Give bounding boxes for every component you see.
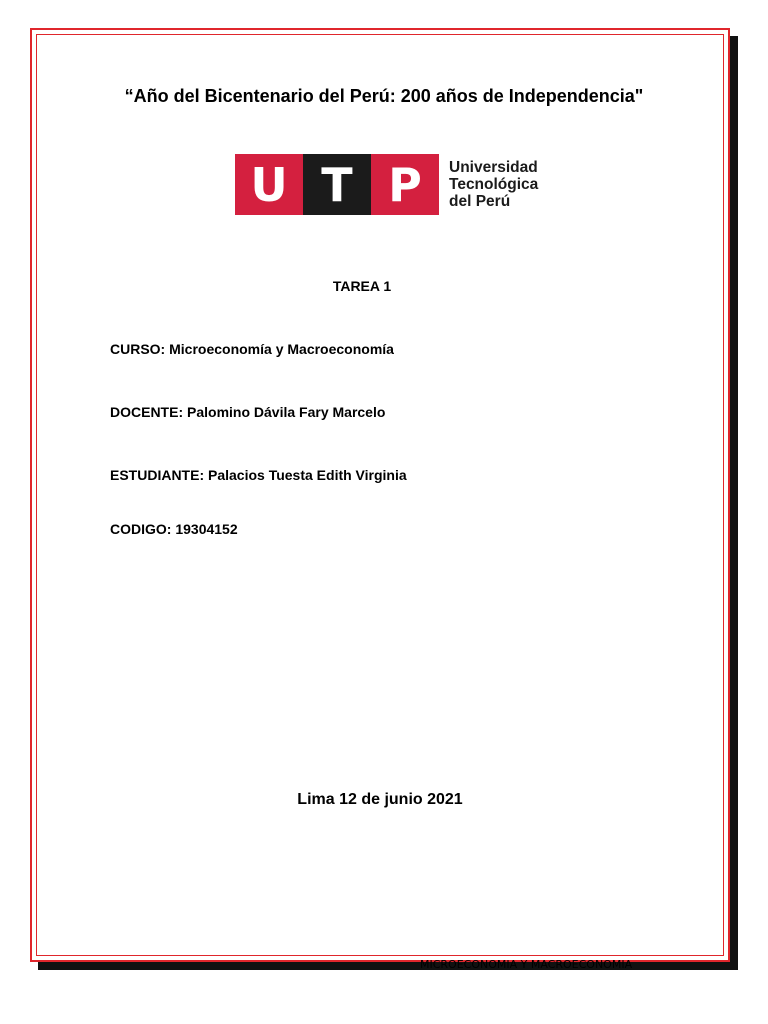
course-field: CURSO: Microeconomía y Macroeconomía	[110, 341, 394, 357]
place-date: Lima 12 de junio 2021	[297, 791, 463, 808]
logo-letter-t: T	[303, 154, 371, 215]
logo-letter-p: P	[371, 154, 439, 215]
assignment-title: TAREA 1	[332, 278, 392, 294]
logo-letter-u: U	[235, 154, 303, 215]
logo-name-line-1: Universidad	[449, 159, 538, 176]
logo-name-line-2: Tecnológica	[449, 176, 539, 193]
page-footer: MICROECONOMIA Y MACROECONOMIA	[420, 958, 633, 971]
code-field: CODIGO: 19304152	[110, 521, 238, 537]
utp-logo	[235, 154, 538, 215]
logo-name-line-3: del Perú	[449, 193, 511, 210]
student-field: ESTUDIANTE: Palacios Tuesta Edith Virginia	[110, 467, 407, 483]
motto-heading: “Año del Bicentenario del Perú: 200 años de Independencia"	[124, 86, 644, 106]
teacher-field: DOCENTE: Palomino Dávila Fary Marcelo	[110, 404, 386, 420]
logo-university-name	[449, 154, 538, 215]
